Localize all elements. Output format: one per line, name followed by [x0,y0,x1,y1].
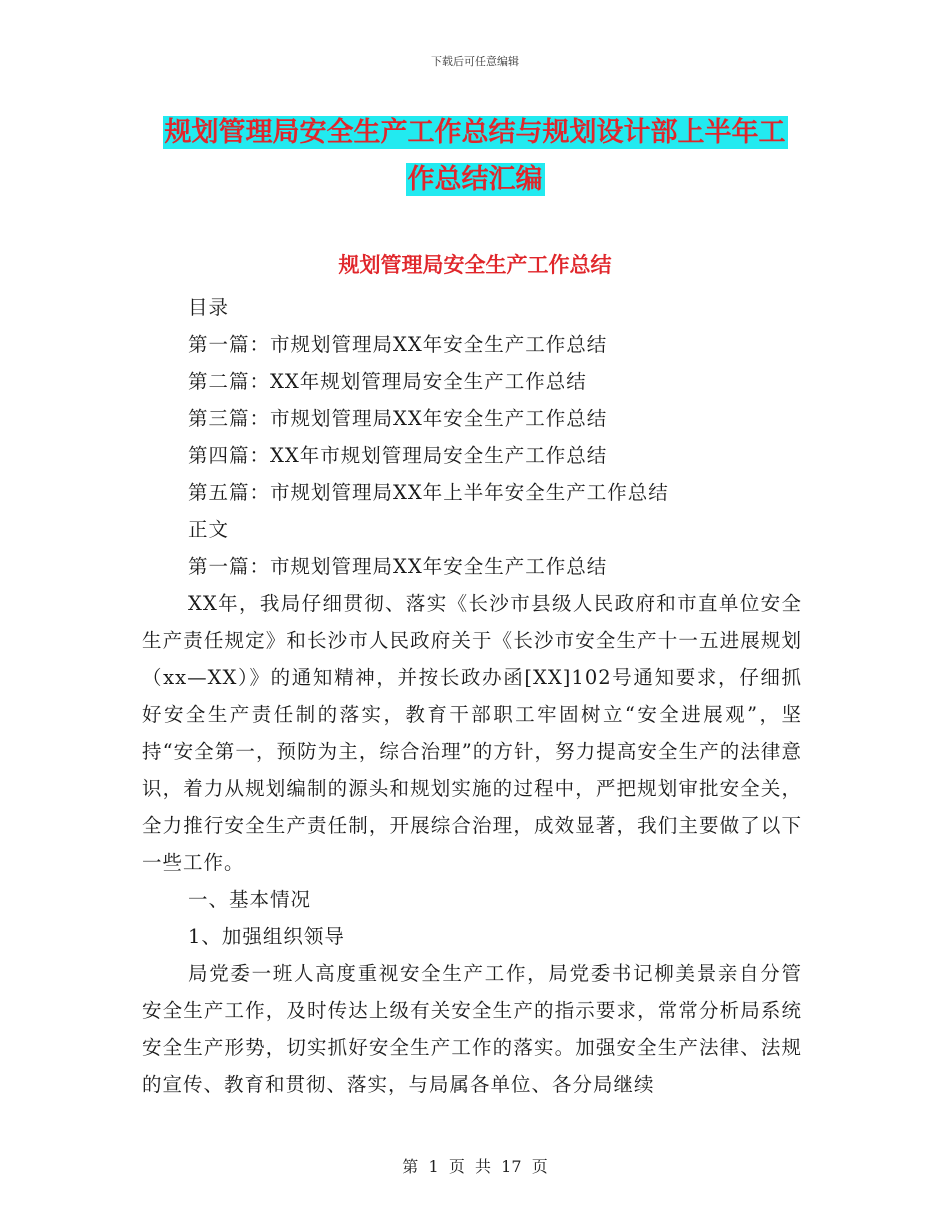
chapter-title: 第一篇：市规划管理局XX年安全生产工作总结 [188,555,608,578]
paragraph: XX年，我局仔细贯彻、落实《长沙市县级人民政府和市直单位安全生产责任规定》和长沙市人民政府关于《长沙市安全生产十一五进展规划（xx—XX）》的通知精神，并按长政办函[XX]102号通知要求，仔细抓好安全生产责任制的落实，教育干部职工牢固树立“安全进展观”，坚持“安全第一，预防为主，综合治理”的方针，努力提高安全生产的法律意识，着力从规划编制的源头和规划实施的过程中，严把规划审批安全关，全力推行安全生产责任制，开展综合治理，成效显著，我们主要做了以下一些工作。 [142,592,802,874]
toc-item: 第二篇：XX年规划管理局安全生产工作总结 [188,370,587,393]
toc-heading: 目录 [188,296,230,319]
paragraph: 局党委一班人高度重视安全生产工作，局党委书记柳美景亲自分管安全生产工作，及时传达上级有关安全生产的指示要求，常常分析局系统安全生产形势，切实抓好安全生产工作的落实。加强安全生产法律、法规的宣传、教育和贯彻、落实，与局属各单位、各分局继续 [142,962,802,1096]
body-label: 正文 [188,518,230,541]
toc-item: 第四篇：XX年市规划管理局安全生产工作总结 [188,444,608,467]
document-title-line-2 [140,157,810,196]
toc-item: 第三篇：市规划管理局XX年安全生产工作总结 [188,407,608,430]
section-heading: 一、基本情况 [188,888,312,911]
document-body [142,289,802,1103]
toc-item: 第五篇：市规划管理局XX年上半年安全生产工作总结 [188,481,669,504]
section-title: 规划管理局安全生产工作总结 [338,253,612,277]
page-header-note: 下载后可任意编辑 [431,55,519,68]
page-footer: 第 1 页 共 17 页 [402,1157,548,1176]
toc-item: 第一篇：市规划管理局XX年安全生产工作总结 [188,333,608,356]
document-title-line-1 [140,110,810,149]
title-highlight-1: 规划管理局安全生产工作总结与规划设计部上半年工 [164,117,786,148]
subsection-heading: 1、加强组织领导 [188,925,345,948]
title-highlight-2: 作总结汇编 [407,164,543,195]
